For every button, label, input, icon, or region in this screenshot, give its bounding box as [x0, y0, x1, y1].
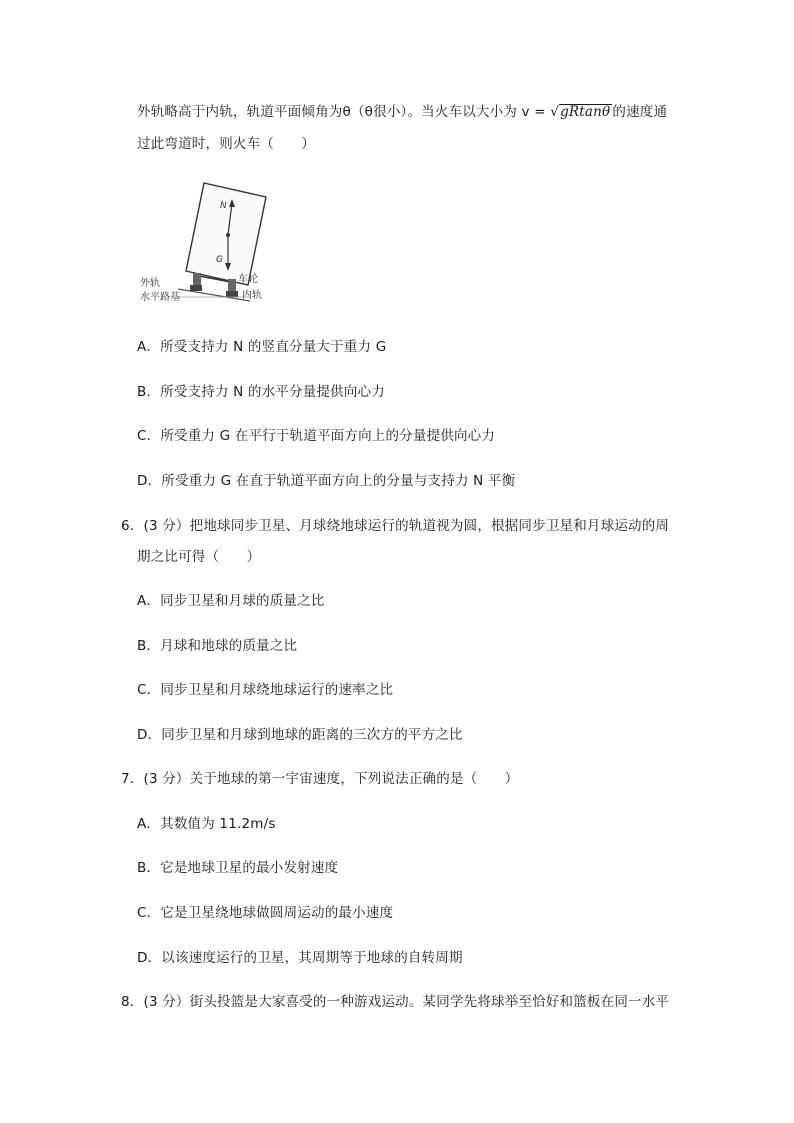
q5-stem-text-before: 外轨略高于内轨，轨道平面倾角为θ（θ很小）。当火车以大小为 v =: [137, 104, 546, 120]
q5-stem-line2: 过此弯道时，则火车（ ）: [137, 136, 316, 152]
banked-train-diagram: [138, 175, 278, 305]
track-plane-line: [178, 289, 250, 301]
label-G: G: [216, 255, 223, 265]
q6-option-a: A．同步卫星和月球的质量之比: [137, 593, 325, 609]
label-horizontal-road: 水平路基: [140, 292, 180, 303]
q6-option-c: C．同步卫星和月球绕地球运行的速率之比: [137, 682, 394, 698]
outer-wheel: [193, 273, 201, 287]
inner-rail: [226, 291, 238, 297]
q7-option-c: C．它是卫星绕地球做圆周运动的最小速度: [137, 905, 394, 921]
q5-formula-sqrt: √gRtanθ: [550, 104, 611, 120]
q5-formula: gRtanθ: [560, 104, 611, 120]
q7-option-d: D．以该速度运行的卫星，其周期等于地球的自转周期: [137, 950, 463, 966]
label-wheel: 车轮: [238, 274, 258, 285]
q5-stem-line1: [137, 103, 667, 121]
q7-option-a: A．其数值为 11.2m/s: [137, 816, 276, 832]
q8-stem-line1: 8．(3 分）街头投篮是大家喜受的一种游戏运动。某同学先将球举至恰好和篮板在同一水平: [121, 994, 670, 1010]
q5-option-a: A．所受支持力 N 的竖直分量大于重力 G: [137, 339, 387, 355]
label-outer-rail: 外轨: [140, 278, 160, 289]
label-inner-rail: 内轨: [242, 290, 262, 301]
q5-option-b: B．所受支持力 N 的水平分量提供向心力: [137, 384, 385, 400]
q7-stem-line1: 7．(3 分）关于地球的第一宇宙速度，下列说法正确的是（ ）: [121, 771, 519, 787]
outer-rail: [190, 285, 202, 291]
inner-wheel: [228, 279, 236, 293]
q7-option-b: B．它是地球卫星的最小发射速度: [137, 860, 339, 876]
center-of-mass-dot: [226, 233, 230, 237]
q6-option-b: B．月球和地球的质量之比: [137, 638, 298, 654]
q6-stem-line2: 期之比可得（ ）: [137, 549, 261, 565]
q5-stem-text-after: 的速度通: [612, 104, 668, 120]
q6-option-d: D．同步卫星和月球到地球的距离的三次方的平方之比: [137, 727, 463, 743]
q6-stem-line1: 6．(3 分）把地球同步卫星、月球绕地球运行的轨道视为圆，根据同步卫星和月球运动的周: [121, 518, 670, 534]
q5-option-d: D．所受重力 G 在直于轨道平面方向上的分量与支持力 N 平衡: [137, 473, 516, 489]
q5-figure-banked-train: [138, 175, 278, 305]
train-body-shape: [186, 183, 266, 285]
label-N: N: [220, 201, 227, 211]
q5-option-c: C．所受重力 G 在平行于轨道平面方向上的分量提供向心力: [137, 428, 496, 444]
